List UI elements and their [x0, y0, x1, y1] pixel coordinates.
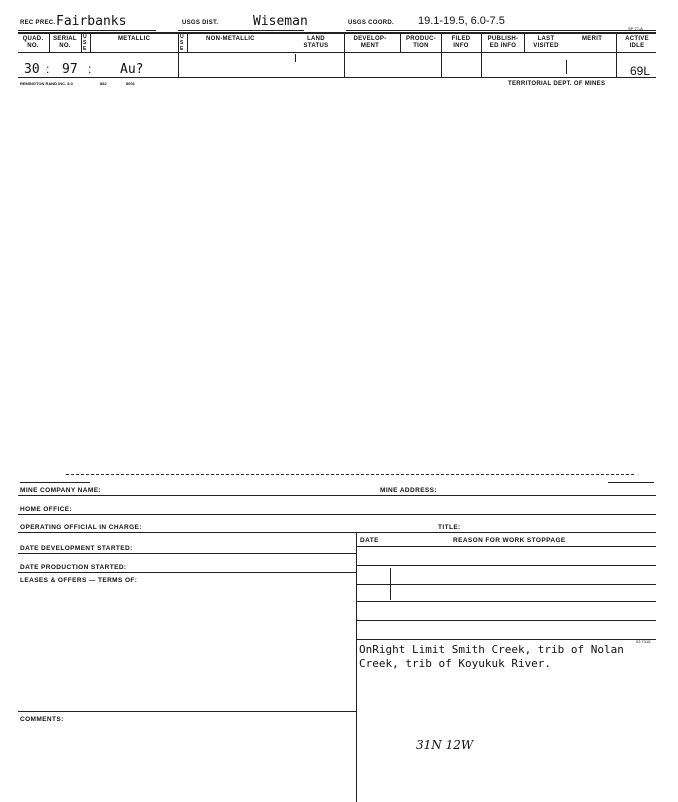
comments-label: COMMENTS: [20, 716, 64, 723]
col-sep [187, 34, 188, 52]
col-sep [524, 34, 525, 52]
col-development: DEVELOP- MENT [353, 36, 387, 49]
col-serial-no: SERIAL NO. [53, 36, 77, 49]
rule [608, 482, 654, 483]
col-use-2: U S E [180, 34, 184, 52]
rule [356, 620, 656, 621]
serial-no-value: 97 [62, 62, 78, 77]
center-divider [356, 532, 357, 802]
usgs-dist-value: Wiseman [253, 14, 308, 29]
rule [356, 546, 656, 547]
column-label-rule [18, 52, 656, 53]
col-sep [178, 34, 179, 78]
operating-official-label: OPERATING OFFICIAL IN CHARGE: [20, 524, 142, 531]
rule [18, 711, 356, 712]
rule [18, 572, 356, 573]
col-sep [566, 60, 567, 74]
col-land-status: LAND STATUS [303, 36, 329, 49]
rule [18, 553, 356, 554]
rule [18, 495, 656, 496]
stoppage-date-header: DATE [360, 537, 379, 544]
row-colon: : [88, 62, 92, 76]
col-use-1: U S E [83, 34, 87, 52]
col-sep [400, 34, 401, 52]
rule [178, 30, 304, 31]
metallic-value: Au? [120, 62, 144, 77]
perforation-line [66, 474, 634, 475]
location-note-line-1: OnRight Limit Smith Creek, trib of Nolan [359, 643, 624, 656]
home-office-label: HOME OFFICE: [20, 506, 73, 513]
col-metallic: METALLIC [118, 36, 151, 42]
rec-prec-value: Fairbanks [56, 14, 127, 29]
col-sep [81, 34, 82, 52]
rule [356, 639, 656, 640]
printer-code-1: 882 [100, 81, 107, 86]
col-quad-no: QUAD. NO. [22, 36, 44, 49]
col-sep [441, 34, 442, 78]
col-production: PRODUC- TION [405, 36, 437, 49]
rule [18, 514, 656, 515]
township-range-handwriting: 31N 12W [416, 738, 474, 752]
col-last-visited: LAST VISITED [533, 36, 559, 49]
usgs-dist-label: USGS DIST. [182, 20, 219, 26]
rule [356, 601, 656, 602]
date-development-started-label: DATE DEVELOPMENT STARTED: [20, 545, 133, 552]
col-sep [481, 34, 482, 78]
location-note-line-2: Creek, trib of Koyukuk River. [359, 657, 552, 670]
rule [18, 532, 656, 533]
rec-prec-label: REC PREC. [20, 20, 56, 26]
mine-company-name-label: MINE COMPANY NAME: [20, 487, 101, 494]
col-filed-info: FILED INFO [451, 36, 471, 49]
usgs-coord-label: USGS COORD. [348, 20, 394, 26]
col-sep [295, 54, 296, 62]
col-merit: MERIT [582, 36, 603, 42]
active-idle-mark: 69L [630, 64, 651, 78]
rule [356, 584, 656, 585]
col-published-info: PUBLISH- ED INFO [487, 36, 519, 49]
printer-imprint: REMINGTON RAND INC. 8.0 [20, 81, 73, 86]
col-active-idle: ACTIVE IDLE [625, 36, 649, 49]
usgs-coord-value: 19.1-19.5, 6.0-7.5 [418, 15, 505, 27]
stoppage-reason-header: REASON FOR WORK STOPPAGE [453, 537, 566, 544]
location-note-code: 03 7315 [636, 639, 651, 644]
date-production-started-label: DATE PRODUCTION STARTED: [20, 564, 127, 571]
title-label: TITLE: [438, 524, 461, 531]
rule [346, 30, 656, 31]
header-rule [18, 32, 656, 34]
mine-address-label: MINE ADDRESS: [380, 487, 437, 494]
rule [356, 565, 656, 566]
agency-name: TERRITORIAL DEPT. OF MINES [508, 81, 606, 87]
row-colon: : [46, 62, 50, 76]
rule [18, 30, 156, 31]
data-row-rule [18, 77, 656, 78]
col-sep [49, 34, 50, 52]
leases-offers-label: LEASES & OFFERS — TERMS OF: [20, 577, 138, 584]
col-sep [616, 34, 617, 78]
form-number: SP 7?-A [628, 26, 643, 31]
printer-code-2: 8001 [126, 81, 135, 86]
rule [20, 482, 90, 483]
col-sep [344, 34, 345, 78]
col-sep [90, 34, 91, 52]
quad-no-value: 30 [24, 62, 40, 77]
col-non-metallic: NON-METALLIC [206, 36, 255, 42]
